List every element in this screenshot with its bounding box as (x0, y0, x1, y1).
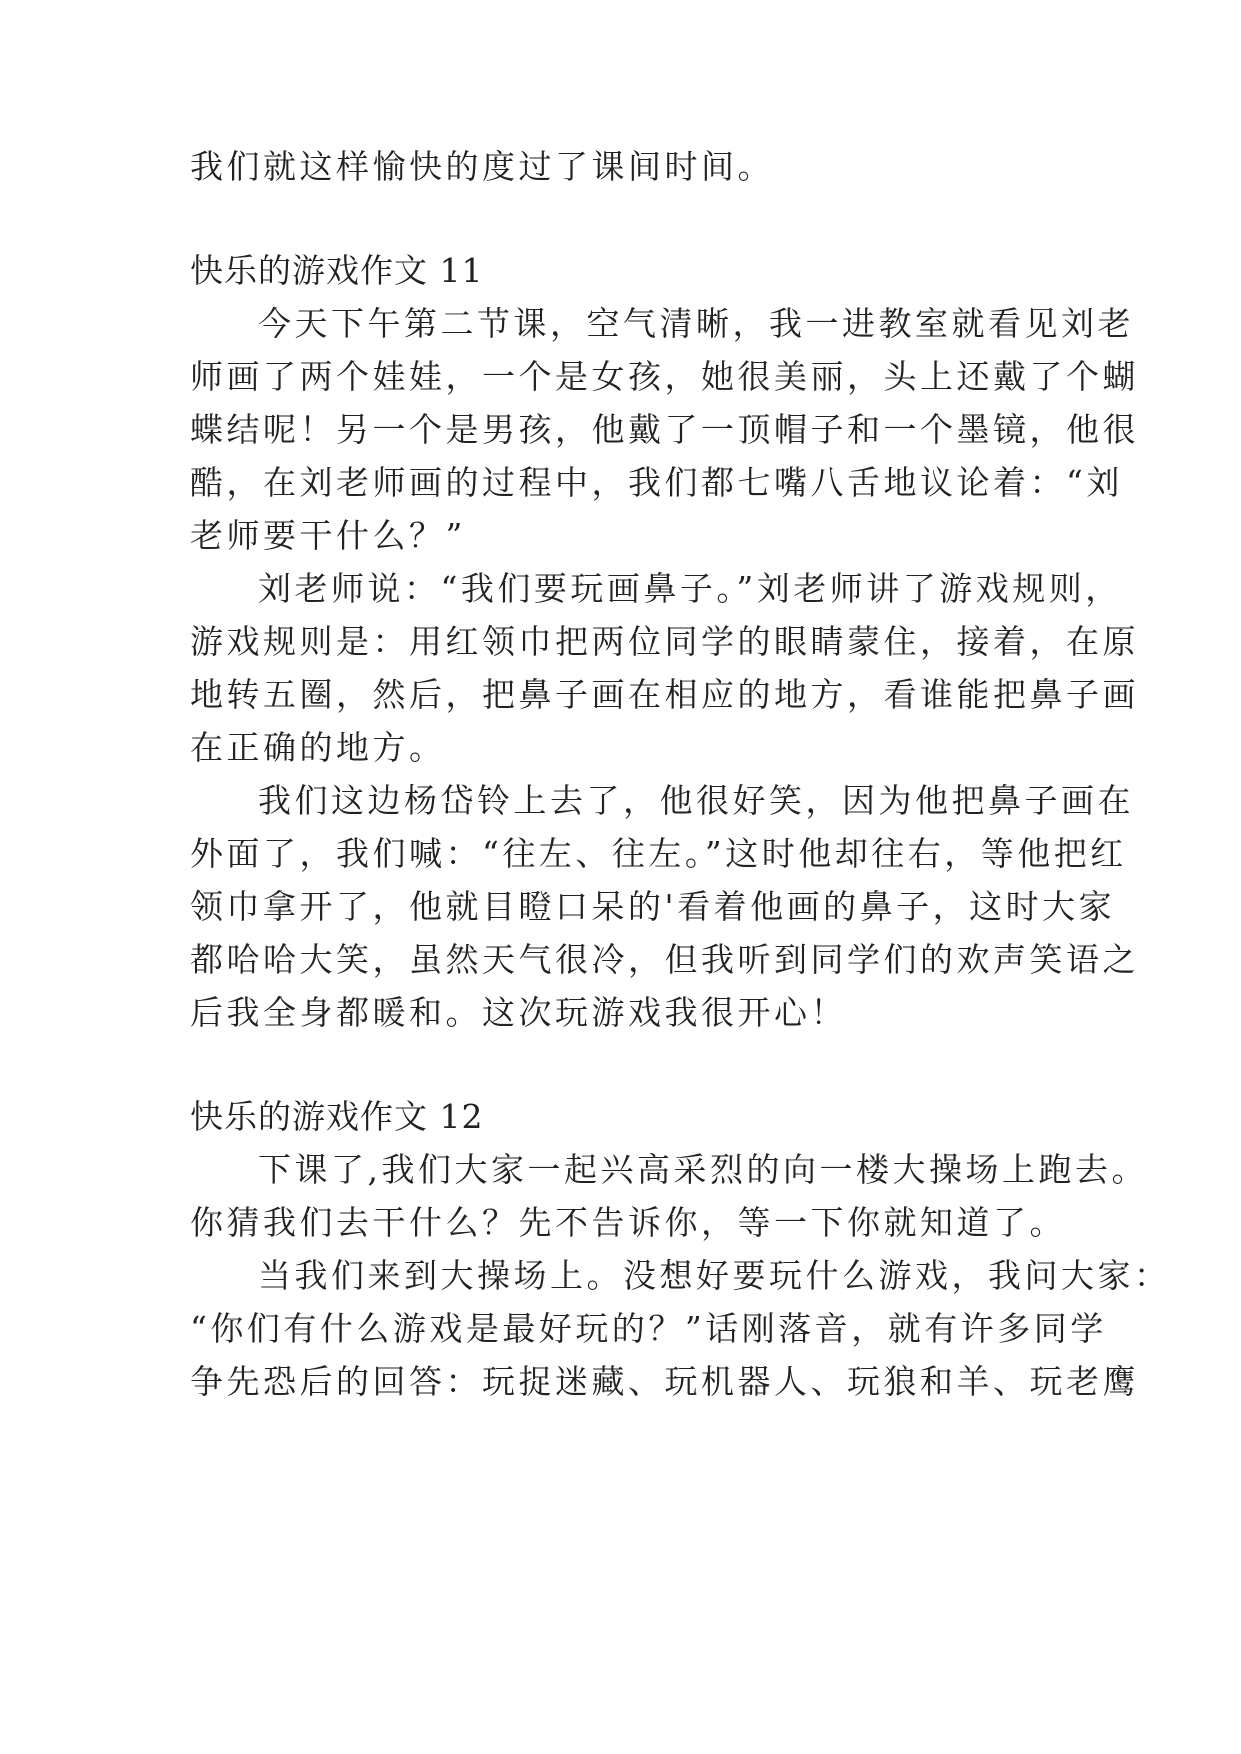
text-line: “你们有什么游戏是最好玩的？”话刚落音，就有许多同学 (190, 1309, 1107, 1348)
text-line: 在正确的地方。 (190, 728, 446, 767)
paragraph-first-line: 刘老师说：“我们要玩画鼻子。”刘老师讲了游戏规则， (258, 569, 1122, 608)
text-line: 游戏规则是：用红领巾把两位同学的眼睛蒙住，接着，在原 (190, 622, 1139, 661)
text-line: 争先恐后的回答：玩捉迷藏、玩机器人、玩狼和羊、玩老鹰 (190, 1362, 1139, 1401)
section-heading: 快乐的游戏作文 11 (190, 251, 484, 290)
text-line: 外面了，我们喊：“往左、往左。”这时他却往右，等他把红 (190, 834, 1127, 873)
paragraph-first-line: 今天下午第二节课，空气清晰，我一进教室就看见刘老 (258, 304, 1134, 343)
section-heading: 快乐的游戏作文 12 (190, 1097, 484, 1136)
text-line: 我们就这样愉快的度过了课间时间。 (190, 147, 774, 186)
text-line: 蝶结呢！另一个是男孩，他戴了一顶帽子和一个墨镜，他很 (190, 410, 1139, 449)
text-line: 师画了两个娃娃，一个是女孩，她很美丽，头上还戴了个蝴 (190, 357, 1139, 396)
text-line: 你猜我们去干什么？先不告诉你，等一下你就知道了。 (190, 1203, 1066, 1242)
text-line: 地转五圈，然后，把鼻子画在相应的地方，看谁能把鼻子画 (190, 675, 1139, 714)
text-line: 领巾拿开了，他就目瞪口呆的'看着他画的鼻子，这时大家 (190, 887, 1116, 926)
paragraph-first-line: 下课了,我们大家一起兴高采烈的向一楼大操场上跑去。 (258, 1150, 1148, 1189)
paragraph-first-line: 当我们来到大操场上。没想好要玩什么游戏，我问大家： (258, 1256, 1171, 1295)
paragraph-first-line: 我们这边杨岱铃上去了，他很好笑，因为他把鼻子画在 (258, 781, 1134, 820)
text-line: 后我全身都暖和。这次玩游戏我很开心！ (190, 993, 847, 1032)
text-line: 都哈哈大笑，虽然天气很冷，但我听到同学们的欢声笑语之 (190, 940, 1139, 979)
text-line: 酷，在刘老师画的过程中，我们都七嘴八舌地议论着：“刘 (190, 463, 1123, 502)
text-line: 老师要干什么？” (190, 516, 466, 555)
